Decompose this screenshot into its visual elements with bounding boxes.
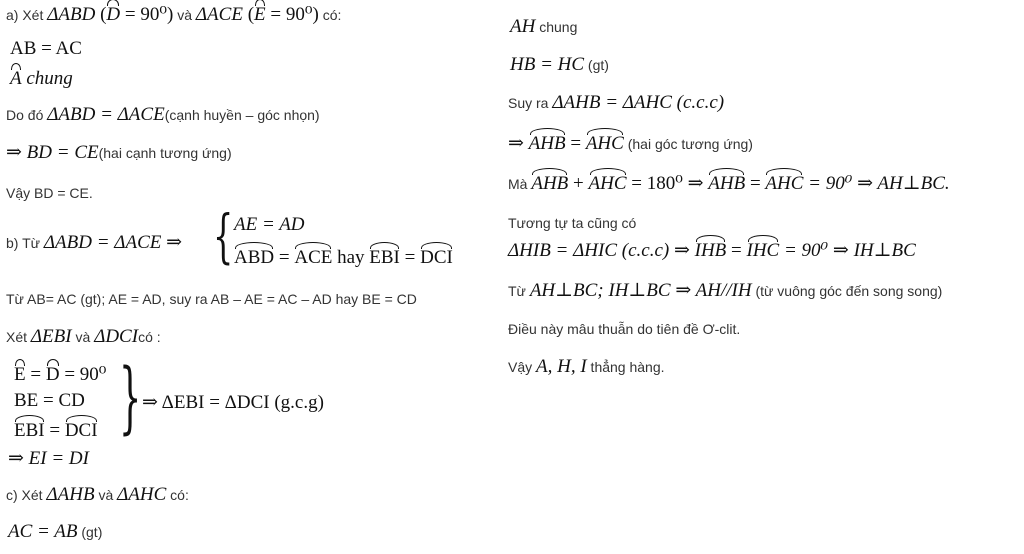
ae-equals-ad: AE = AD [234,214,305,235]
ebi-equals-dci: ⇒ ΔEBI = ΔDCI (g.c.g) [142,392,324,413]
ac-equals-ab: AC = AB (gt) [8,521,103,542]
from-ab-ac: Từ AB= AC (gt); AE = AD, suy ra AB – AE = AC – AD hay BE = CD [6,291,417,307]
consider-ebi-dci: Xét ΔEBI và ΔDCIcó : [6,326,161,347]
part-b-intro: b) Từ ΔABD = ΔACE ⇒ [6,232,183,253]
ab-equals-ac: AB = AC [10,38,82,59]
brace-b: { [213,202,234,270]
angle-e-d-90: E = D = 90⁰ [14,364,107,385]
angle-ebi-dci: EBI = DCI [14,420,98,441]
hib-equals-hic: ΔHIB = ΔHIC (c.c.c) ⇒ IHB = IHC = 90⁰ ⇒ IH⊥BC [508,240,916,261]
ah-common: AH chung [510,16,578,37]
ah-perp-bc: Mà AHB + AHC = 180⁰ ⇒ AHB = AHC = 90⁰ ⇒ AH⊥BC. [508,173,950,194]
angle-equalities-b: ABD = ACE hay EBI = DCI [234,247,453,268]
ei-equals-di: ⇒ EI = DI [8,448,89,469]
conclusion-triangles: Do đó ΔABD = ΔACE(cạnh huyền – góc nhọn) [6,104,320,125]
hb-equals-hc: HB = HC (gt) [510,54,609,75]
ahb-equals-ahc: Suy ra ΔAHB = ΔAHC (c.c.c) [508,92,725,113]
part-c-intro: c) Xét ΔAHB và ΔAHC có: [6,484,189,505]
similarly: Tương tự ta cũng có [508,215,637,231]
angle-ahb-ahc: ⇒ AHB = AHC (hai góc tương ứng) [508,133,753,154]
bd-equals-ce: ⇒ BD = CE(hai cạnh tương ứng) [6,142,232,163]
angle-a-common: A chung [10,68,73,89]
collinear-conclusion: Vậy A, H, I thẳng hàng. [508,356,665,377]
part-a-intro: a) Xét ΔABD (D = 90⁰) và ΔACE (E = 90⁰) có: [6,4,342,25]
be-equals-cd: BE = CD [14,390,85,411]
parallel-lines: Từ AH⊥BC; IH⊥BC ⇒ AH//IH (từ vuông góc đến song song) [508,280,943,301]
euclid-contradiction: Điều này mâu thuẫn do tiên đề Ơ-clit. [508,321,741,337]
brace-c: } [119,353,142,443]
so-bd-ce: Vậy BD = CE. [6,185,93,201]
